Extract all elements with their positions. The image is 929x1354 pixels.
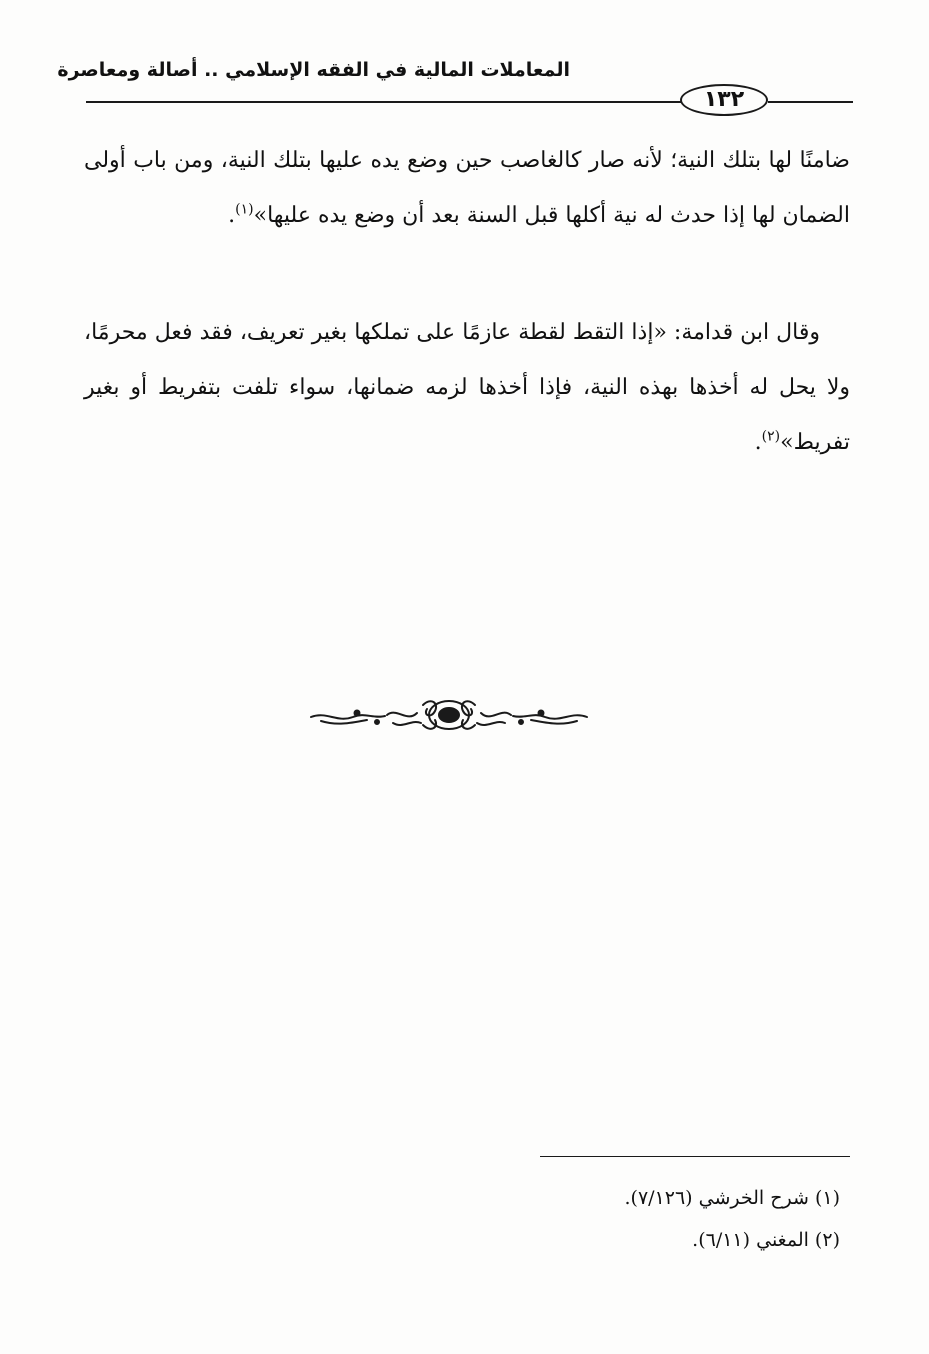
header-rule-left [86, 101, 682, 103]
paragraph-1-end: . [228, 203, 236, 228]
paragraph-2-text: وقال ابن قدامة: «إذا التقط لقطة عازمًا على تملكها بغير تعريف، فقد فعل محرمًا، ولا يحل له أخذها بهذه النية، فإذا أخذها لزمه ضمانها، سواء تلفت بتفريط أو بغير تفريط» [84, 320, 850, 455]
paragraph-2-end: . [754, 430, 762, 455]
paragraph-2 [84, 305, 850, 470]
footnote-1: (١) شرح الخرشي (٧/١٢٦). [624, 1187, 840, 1209]
footnote-rule [540, 1156, 850, 1157]
footnote-ref-1[interactable]: (١) [235, 201, 254, 218]
paragraph-1-text: ضامنًا لها بتلك النية؛ لأنه صار كالغاصب حين وضع يده عليها بتلك النية، ومن باب أولى الضمان لها إذا حدث له نية أكلها قبل السنة بعد أن وضع يده عليها» [84, 148, 850, 228]
footnote-2: (٢) المغني (٦/١١). [692, 1229, 840, 1251]
footnotes [400, 1177, 840, 1261]
footnote-ref-2[interactable]: (٢) [761, 428, 781, 445]
paragraph-1 [84, 133, 850, 243]
page-number-frame [680, 84, 768, 116]
page-number: ١٣٢ [703, 87, 745, 112]
section-ornament [307, 693, 591, 737]
header-rule-right [768, 101, 853, 103]
running-title: المعاملات المالية في الفقه الإسلامي .. أصالة ومعاصرة [57, 59, 570, 81]
